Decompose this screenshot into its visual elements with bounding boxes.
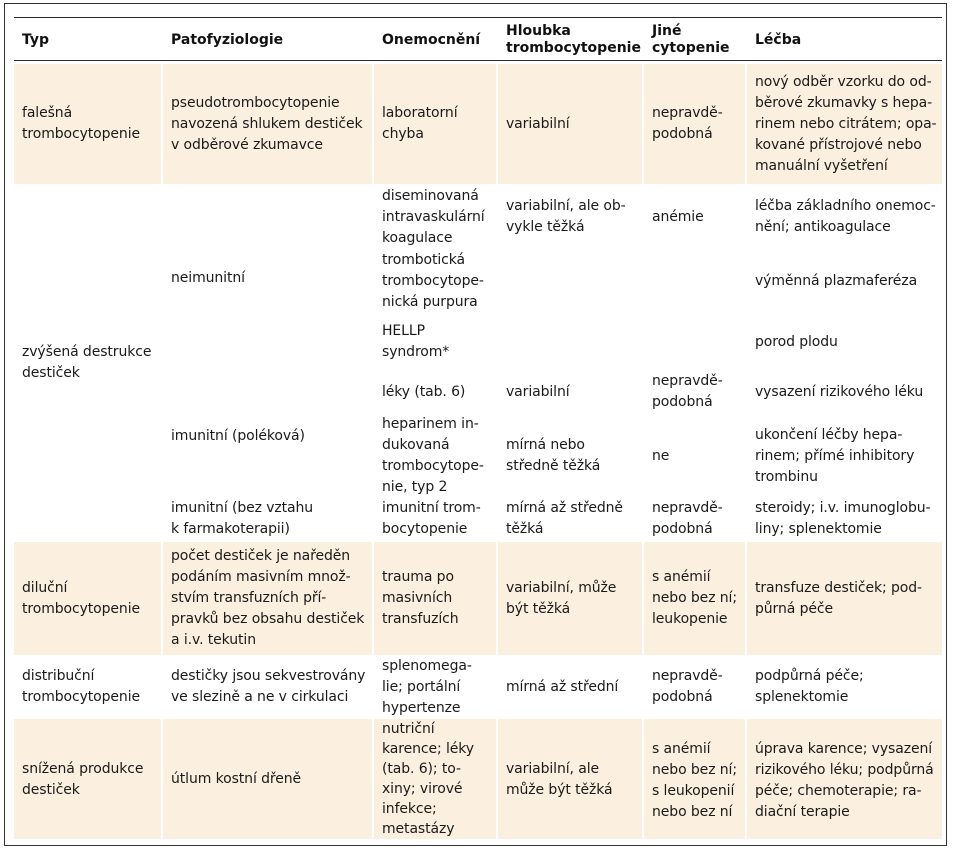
row-polekova-1-hloubka-line: variabilní bbox=[506, 384, 570, 400]
row-bezvztahu-hloubka-line: mírná až středně bbox=[506, 500, 623, 516]
row-bezvztahu-jine-line: nepravdě- bbox=[652, 500, 723, 516]
row-snizena-onemocneni-line: (tab. 6); to- bbox=[382, 761, 461, 777]
row-dilucni-hloubka bbox=[506, 578, 642, 620]
row-neimunitni-patofyziologie-line: neimunitní bbox=[171, 270, 245, 286]
row-neimunitni-1-onemocneni bbox=[382, 186, 496, 249]
row-distribucni-jine-line: podobná bbox=[652, 689, 713, 705]
row-polekova-2-onemocneni-line: nie, typ 2 bbox=[382, 479, 448, 495]
row-dilucni-onemocneni-line: transfuzích bbox=[382, 611, 459, 627]
header-typ-line: Typ bbox=[22, 32, 50, 48]
row-dilucni-lecba bbox=[755, 578, 942, 620]
row-distribucni-typ bbox=[22, 666, 161, 708]
row-neimunitni-1-onemocneni-line: diseminovaná bbox=[382, 188, 479, 204]
row-falesna-onemocneni-line: laboratorní bbox=[382, 105, 458, 121]
header-lecba-line: Léčba bbox=[755, 32, 802, 48]
row-polekova-1-onemocneni bbox=[382, 382, 496, 403]
row-polekova-2-jine bbox=[652, 446, 745, 467]
row-dilucni-lecba-line: transfuze destiček; pod- bbox=[755, 580, 922, 596]
row-snizena-lecba-line: diační terapie bbox=[755, 804, 850, 820]
row-dilucni-typ-line: diluční bbox=[22, 580, 68, 596]
row-falesna-hloubka-line: variabilní bbox=[506, 116, 570, 132]
row-neimunitni-2-onemocneni-line: trombotická bbox=[382, 252, 466, 268]
row-polekova-1-hloubka bbox=[506, 382, 642, 403]
header-top-rule bbox=[14, 17, 942, 18]
row-dilucni-patofyziologie bbox=[171, 546, 372, 651]
row-bezvztahu-jine bbox=[652, 498, 745, 540]
row-bezvztahu-hloubka-line: těžká bbox=[506, 521, 544, 537]
row-distribucni-lecba-line: splenektomie bbox=[755, 689, 849, 705]
row-polekova-2-onemocneni bbox=[382, 414, 496, 498]
row-falesna-jine-line: podobná bbox=[652, 126, 713, 142]
row-snizena-typ bbox=[22, 759, 161, 801]
row-destrukce-typ bbox=[22, 342, 161, 384]
row-neimunitni-1-jine-line: anémie bbox=[652, 209, 704, 225]
row-dilucni-typ bbox=[22, 578, 161, 620]
row-polekova-2-onemocneni-line: dukovaná bbox=[382, 437, 450, 453]
row-snizena-patofyziologie bbox=[171, 769, 372, 790]
header-jine bbox=[652, 23, 745, 57]
row-polekova-2-lecba-line: ukončení léčby hepa- bbox=[755, 427, 903, 443]
row-bezvztahu-onemocneni-line: bocytopenie bbox=[382, 521, 468, 537]
row-distribucni-jine-line: nepravdě- bbox=[652, 668, 723, 684]
row-neimunitni-3-onemocneni-line: syndrom* bbox=[382, 344, 450, 360]
row-destrukce-typ-line: destiček bbox=[22, 365, 80, 381]
row-polekova-2-onemocneni-line: trombocytope- bbox=[382, 458, 484, 474]
header-lecba bbox=[755, 32, 942, 49]
row-destrukce-typ-line: zvýšená destrukce bbox=[22, 344, 152, 360]
row-falesna-lecba-line: nový odběr vzorku do od- bbox=[755, 74, 932, 90]
row-neimunitni-1-hloubka bbox=[506, 196, 642, 238]
row-falesna-jine bbox=[652, 103, 745, 145]
row-falesna-onemocneni-line: chyba bbox=[382, 126, 424, 142]
row-distribucni-onemocneni-line: hypertenze bbox=[382, 700, 461, 716]
row-dilucni-jine-line: s anémií bbox=[652, 569, 711, 585]
row-snizena-lecba-line: péče; chemoterapie; ra- bbox=[755, 783, 922, 799]
row-snizena-onemocneni bbox=[382, 719, 496, 839]
row-distribucni-onemocneni bbox=[382, 656, 496, 719]
row-neimunitni-2-onemocneni-line: nická purpura bbox=[382, 294, 478, 310]
row-distribucni-jine bbox=[652, 666, 745, 708]
row-polekova-1-lecba-line: vysazení rizikového léku bbox=[755, 384, 924, 400]
row-bezvztahu-hloubka bbox=[506, 498, 642, 540]
row-polekova-2-hloubka-line: středně těžká bbox=[506, 458, 601, 474]
row-bezvztahu-patofyziologie-line: k farmakoterapii) bbox=[171, 521, 290, 537]
row-dilucni-onemocneni-line: trauma po bbox=[382, 569, 454, 585]
row-neimunitni-1-hloubka-line: vykle těžká bbox=[506, 219, 585, 235]
row-neimunitni-2-onemocneni-line: trombocytope- bbox=[382, 273, 484, 289]
row-dilucni-jine-line: leukopenie bbox=[652, 611, 728, 627]
row-distribucni-hloubka bbox=[506, 677, 642, 698]
row-falesna-lecba-line: rinem nebo citrátem; opa- bbox=[755, 116, 937, 132]
row-falesna-patofyziologie-line: v odběrové zkumavce bbox=[171, 137, 323, 153]
row-snizena-onemocneni-line: xiny; virové bbox=[382, 781, 463, 797]
row-snizena-hloubka-line: variabilní, ale bbox=[506, 761, 600, 777]
header-onemocneni bbox=[382, 32, 496, 49]
row-falesna-lecba-line: manuální vyšetření bbox=[755, 158, 888, 174]
row-falesna-patofyziologie-line: navozená shlukem destiček bbox=[171, 116, 363, 132]
row-falesna-patofyziologie bbox=[171, 93, 372, 156]
row-polekova-patofyziologie bbox=[171, 426, 372, 447]
row-polekova-2-jine-line: ne bbox=[652, 448, 670, 464]
row-snizena-hloubka-line: může být těžká bbox=[506, 782, 613, 798]
row-dilucni-hloubka-line: variabilní, může bbox=[506, 580, 617, 596]
header-patofyziologie-line: Patofyziologie bbox=[171, 32, 284, 48]
table-frame bbox=[4, 3, 947, 846]
row-polekova-2-onemocneni-line: heparinem in- bbox=[382, 416, 479, 432]
row-dilucni-patofyziologie-line: podáním masivním množ- bbox=[171, 569, 351, 585]
row-snizena-onemocneni-line: infekce; bbox=[382, 801, 437, 817]
row-bezvztahu-patofyziologie-line: imunitní (bez vztahu bbox=[171, 500, 314, 516]
row-distribucni-onemocneni-line: lie; portální bbox=[382, 679, 461, 695]
row-polekova-2-lecba bbox=[755, 425, 942, 488]
row-snizena-onemocneni-line: nutriční bbox=[382, 721, 435, 737]
row-falesna-lecba-line: kované přístrojové nebo bbox=[755, 137, 922, 153]
row-bezvztahu-patofyziologie bbox=[171, 498, 372, 540]
header-hloubka-line: trombocytopenie bbox=[506, 40, 641, 56]
row-falesna-hloubka bbox=[506, 114, 642, 135]
row-falesna-typ bbox=[22, 103, 161, 145]
row-neimunitni-1-onemocneni-line: koagulace bbox=[382, 230, 453, 246]
row-polekova-1-jine bbox=[652, 371, 745, 413]
trombocytopenie-table bbox=[14, 17, 942, 839]
row-dilucni-patofyziologie-line: počet destiček je naředěn bbox=[171, 548, 351, 564]
header-hloubka-line: Hloubka bbox=[506, 23, 571, 39]
row-snizena-typ-line: destiček bbox=[22, 782, 80, 798]
row-snizena-lecba-line: rizikového léku; podpůrná bbox=[755, 762, 934, 778]
row-polekova-patofyziologie-line: imunitní (poléková) bbox=[171, 428, 305, 444]
row-neimunitni-1-lecba bbox=[755, 196, 942, 238]
row-snizena-onemocneni-line: karence; léky bbox=[382, 741, 474, 757]
row-neimunitni-1-hloubka-line: variabilní, ale ob- bbox=[506, 198, 626, 214]
row-neimunitni-1-jine bbox=[652, 207, 745, 228]
row-polekova-2-hloubka-line: mírná nebo bbox=[506, 437, 585, 453]
row-polekova-2-lecba-line: rinem; přímé inhibitory bbox=[755, 448, 915, 464]
row-bezvztahu-lecba bbox=[755, 498, 942, 540]
row-snizena-hloubka bbox=[506, 759, 642, 801]
row-dilucni-patofyziologie-line: stvím transfuzních pří- bbox=[171, 590, 327, 606]
row-snizena-patofyziologie-line: útlum kostní dřeně bbox=[171, 771, 302, 787]
row-distribucni-patofyziologie-line: ve slezině a ne v cirkulaci bbox=[171, 689, 349, 705]
row-polekova-1-lecba bbox=[755, 382, 942, 403]
row-falesna-jine-line: nepravdě- bbox=[652, 105, 723, 121]
row-dilucni-jine-line: nebo bez ní; bbox=[652, 590, 737, 606]
row-falesna-lecba bbox=[755, 72, 942, 177]
row-polekova-1-onemocneni-line: léky (tab. 6) bbox=[382, 384, 466, 400]
row-dilucni-onemocneni-line: masivních bbox=[382, 590, 453, 606]
row-polekova-2-hloubka bbox=[506, 435, 642, 477]
row-dilucni-jine bbox=[652, 567, 745, 630]
row-distribucni-onemocneni-line: splenomega- bbox=[382, 658, 472, 674]
row-bezvztahu-onemocneni bbox=[382, 498, 496, 540]
header-hloubka bbox=[506, 23, 642, 57]
header-jine-line: cytopenie bbox=[652, 40, 730, 56]
row-snizena-onemocneni-line: metastázy bbox=[382, 821, 455, 837]
row-falesna-patofyziologie-line: pseudotrombocytopenie bbox=[171, 95, 340, 111]
row-falesna-onemocneni bbox=[382, 103, 496, 145]
row-dilucni-patofyziologie-line: pravků bez obsahu destiček bbox=[171, 611, 365, 627]
header-typ bbox=[22, 32, 161, 49]
row-neimunitni-3-lecba bbox=[755, 332, 942, 353]
row-distribucni-typ-line: trombocytopenie bbox=[22, 689, 141, 705]
row-neimunitni-1-lecba-line: léčba základního onemoc- bbox=[755, 198, 936, 214]
row-polekova-1-jine-line: nepravdě- bbox=[652, 373, 723, 389]
row-snizena-jine bbox=[652, 739, 745, 823]
row-distribucni-hloubka-line: mírná až střední bbox=[506, 679, 619, 695]
header-bottom-rule bbox=[14, 60, 942, 61]
row-neimunitni-patofyziologie bbox=[171, 268, 372, 289]
row-snizena-jine-line: nebo bez ní; bbox=[652, 762, 737, 778]
row-neimunitni-1-onemocneni-line: intravaskulární bbox=[382, 209, 485, 225]
row-neimunitni-1-lecba-line: nění; antikoagulace bbox=[755, 219, 891, 235]
row-snizena-jine-line: s leukopenií bbox=[652, 783, 735, 799]
row-distribucni-lecba bbox=[755, 666, 942, 708]
row-snizena-lecba bbox=[755, 739, 942, 823]
row-dilucni-lecba-line: půrná péče bbox=[755, 601, 833, 617]
row-falesna-typ-line: falešná bbox=[22, 105, 73, 121]
row-snizena-lecba-line: úprava karence; vysazení bbox=[755, 741, 933, 757]
row-falesna-lecba-line: běrové zkumavky s hepa- bbox=[755, 95, 933, 111]
row-snizena-typ-line: snížená produkce bbox=[22, 761, 144, 777]
row-dilucni-patofyziologie-line: a i.v. tekutin bbox=[171, 632, 256, 648]
row-distribucni-patofyziologie-line: destičky jsou sekvestrovány bbox=[171, 668, 366, 684]
header-patofyziologie bbox=[171, 32, 372, 49]
row-falesna-typ-line: trombocytopenie bbox=[22, 126, 141, 142]
row-polekova-2-lecba-line: trombinu bbox=[755, 469, 818, 485]
row-dilucni-onemocneni bbox=[382, 567, 496, 630]
row-neimunitni-3-lecba-line: porod plodu bbox=[755, 334, 838, 350]
header-onemocneni-line: Onemocnění bbox=[382, 32, 481, 48]
row-polekova-1-jine-line: podobná bbox=[652, 394, 713, 410]
row-dilucni-typ-line: trombocytopenie bbox=[22, 601, 141, 617]
row-bezvztahu-lecba-line: liny; splenektomie bbox=[755, 521, 882, 537]
row-distribucni-patofyziologie bbox=[171, 666, 372, 708]
row-neimunitni-2-lecba-line: výměnná plazmaferéza bbox=[755, 273, 918, 289]
row-bezvztahu-onemocneni-line: imunitní trom- bbox=[382, 500, 481, 516]
row-distribucni-lecba-line: podpůrná péče; bbox=[755, 668, 864, 684]
row-bezvztahu-jine-line: podobná bbox=[652, 521, 713, 537]
row-snizena-jine-line: nebo bez ní bbox=[652, 804, 733, 820]
row-neimunitni-3-onemocneni-line: HELLP bbox=[382, 323, 425, 339]
header-jine-line: Jiné bbox=[652, 23, 682, 39]
row-neimunitni-2-onemocneni bbox=[382, 250, 496, 313]
row-bezvztahu-lecba-line: steroidy; i.v. imunoglobu- bbox=[755, 500, 931, 516]
row-neimunitni-3-onemocneni bbox=[382, 321, 496, 363]
row-neimunitni-2-lecba bbox=[755, 271, 942, 292]
row-dilucni-hloubka-line: být těžká bbox=[506, 601, 571, 617]
row-snizena-jine-line: s anémií bbox=[652, 741, 711, 757]
row-distribucni-typ-line: distribuční bbox=[22, 668, 95, 684]
